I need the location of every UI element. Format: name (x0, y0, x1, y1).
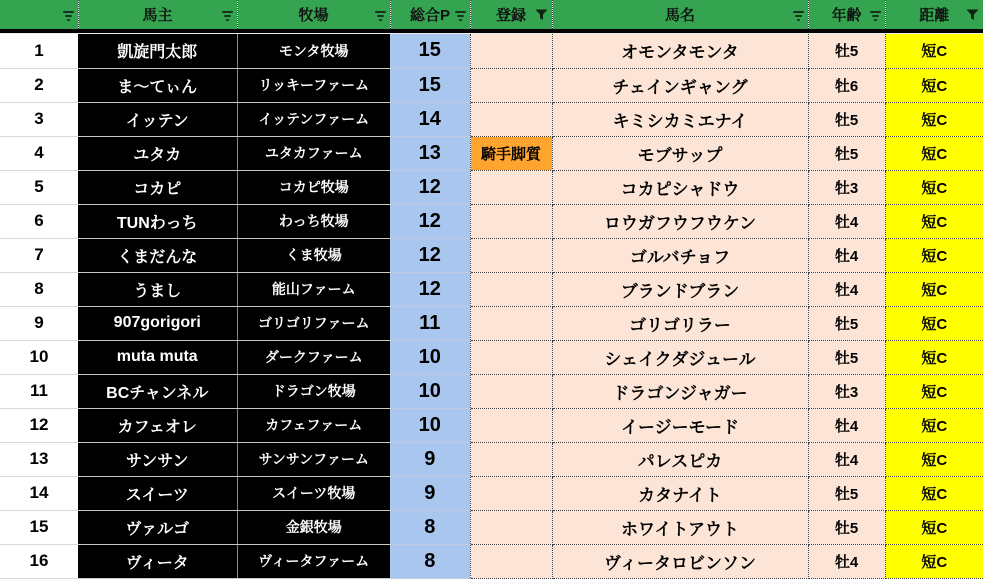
total-p-cell[interactable]: 12 (390, 204, 470, 238)
table-row (0, 272, 983, 306)
table-row (0, 476, 983, 510)
owner-cell[interactable]: カフェオレ (78, 408, 237, 442)
distance-cell[interactable]: 短C (885, 102, 983, 136)
column-header-label: 馬名 (664, 7, 695, 24)
table-row (0, 544, 983, 578)
total-p-cell[interactable]: 10 (390, 340, 470, 374)
row-number[interactable]: 15 (0, 510, 78, 544)
table-row (0, 170, 983, 204)
distance-cell[interactable]: 短C (885, 408, 983, 442)
total-p-cell[interactable]: 10 (390, 408, 470, 442)
distance-cell[interactable]: 短C (885, 170, 983, 204)
farm-cell[interactable]: サンサンファーム (237, 442, 390, 476)
registration-cell[interactable] (470, 374, 552, 408)
table-row (0, 68, 983, 102)
table-row (0, 136, 983, 170)
total-p-cell[interactable]: 8 (390, 544, 470, 578)
age-cell[interactable]: 牡5 (808, 102, 885, 136)
owner-cell[interactable]: ヴィータ (78, 544, 237, 578)
owner-cell[interactable]: ヴァルゴ (78, 510, 237, 544)
horse-name-cell[interactable]: コカピシャドウ (552, 170, 808, 204)
registration-cell[interactable] (470, 442, 552, 476)
horse-name-cell[interactable]: ヴィータロビンソン (552, 544, 808, 578)
column-header-registration[interactable] (470, 0, 552, 31)
total-p-cell[interactable]: 8 (390, 510, 470, 544)
age-cell[interactable]: 牡5 (808, 510, 885, 544)
owner-cell[interactable]: イッテン (78, 102, 237, 136)
distance-cell[interactable]: 短C (885, 306, 983, 340)
farm-cell[interactable]: 金銀牧場 (237, 510, 390, 544)
distance-cell[interactable]: 短C (885, 476, 983, 510)
owner-cell[interactable]: 凱旋門太郎 (78, 34, 237, 68)
farm-cell[interactable]: 能山ファーム (237, 272, 390, 306)
farm-cell[interactable]: リッキーファーム (237, 68, 390, 102)
total-p-cell[interactable]: 10 (390, 374, 470, 408)
owner-cell[interactable]: BCチャンネル (78, 374, 237, 408)
distance-cell[interactable]: 短C (885, 204, 983, 238)
row-number[interactable]: 6 (0, 204, 78, 238)
owner-cell[interactable]: ユタカ (78, 136, 237, 170)
column-header-label: 総合P (409, 7, 450, 24)
age-cell[interactable]: 牡5 (808, 306, 885, 340)
column-header-owner[interactable] (78, 0, 237, 31)
farm-cell[interactable]: カフェファーム (237, 408, 390, 442)
owner-cell[interactable]: TUNわっち (78, 204, 237, 238)
column-header-total-p[interactable] (390, 0, 470, 31)
age-cell[interactable]: 牡4 (808, 272, 885, 306)
header-row (0, 0, 983, 31)
registration-cell[interactable] (470, 68, 552, 102)
farm-cell[interactable]: ダークファーム (237, 340, 390, 374)
filter-dropdown-icon[interactable] (455, 9, 466, 21)
owner-cell[interactable]: サンサン (78, 442, 237, 476)
distance-cell[interactable]: 短C (885, 510, 983, 544)
row-number[interactable]: 7 (0, 238, 78, 272)
column-header-label: 牧場 (298, 7, 329, 24)
column-header-horse-name[interactable] (552, 0, 808, 31)
registration-cell[interactable] (470, 510, 552, 544)
owner-cell[interactable]: スイーツ (78, 476, 237, 510)
horse-name-cell[interactable]: キミシカミエナイ (552, 102, 808, 136)
row-number[interactable]: 9 (0, 306, 78, 340)
registration-cell[interactable] (470, 102, 552, 136)
distance-cell[interactable]: 短C (885, 34, 983, 68)
horse-name-cell[interactable]: シェイクダジュール (552, 340, 808, 374)
horse-name-cell[interactable]: モブサップ (552, 136, 808, 170)
horse-name-cell[interactable]: パレスピカ (552, 442, 808, 476)
filter-dropdown-icon[interactable] (63, 9, 74, 21)
farm-cell[interactable]: コカピ牧場 (237, 170, 390, 204)
column-header-label: 登録 (495, 7, 526, 24)
total-p-cell[interactable]: 15 (390, 34, 470, 68)
age-cell[interactable]: 牡3 (808, 170, 885, 204)
farm-cell[interactable]: ドラゴン牧場 (237, 374, 390, 408)
registration-cell[interactable] (470, 238, 552, 272)
owner-cell[interactable]: うまし (78, 272, 237, 306)
owner-cell[interactable]: コカピ (78, 170, 237, 204)
column-header-label: 馬主 (142, 7, 173, 24)
table-body (0, 34, 983, 578)
table-row (0, 306, 983, 340)
farm-cell[interactable]: ヴィータファーム (237, 544, 390, 578)
column-header-label: 年齢 (831, 7, 862, 24)
filter-dropdown-icon[interactable] (375, 9, 386, 21)
age-cell[interactable]: 牡4 (808, 408, 885, 442)
row-number[interactable]: 10 (0, 340, 78, 374)
farm-cell[interactable]: ゴリゴリファーム (237, 306, 390, 340)
horse-name-cell[interactable]: ブランドブラン (552, 272, 808, 306)
row-number[interactable]: 2 (0, 68, 78, 102)
table-row (0, 340, 983, 374)
column-header-label: 距離 (919, 7, 950, 24)
column-header-farm[interactable] (237, 0, 390, 31)
column-header-distance[interactable] (885, 0, 983, 31)
distance-cell[interactable]: 短C (885, 442, 983, 476)
horse-name-cell[interactable]: ドラゴンジャガー (552, 374, 808, 408)
horse-name-cell[interactable]: カタナイト (552, 476, 808, 510)
owner-cell[interactable]: muta muta (78, 340, 237, 374)
age-cell[interactable]: 牡5 (808, 34, 885, 68)
horse-name-cell[interactable]: ゴリゴリラー (552, 306, 808, 340)
registration-cell[interactable] (470, 306, 552, 340)
registration-cell[interactable] (470, 340, 552, 374)
row-number[interactable]: 5 (0, 170, 78, 204)
total-p-cell[interactable]: 9 (390, 476, 470, 510)
total-p-cell[interactable]: 11 (390, 306, 470, 340)
distance-cell[interactable]: 短C (885, 136, 983, 170)
filter-dropdown-icon[interactable] (793, 9, 804, 21)
row-number[interactable]: 8 (0, 272, 78, 306)
column-header-age[interactable] (808, 0, 885, 31)
age-cell[interactable]: 牡4 (808, 238, 885, 272)
total-p-cell[interactable]: 13 (390, 136, 470, 170)
age-cell[interactable]: 牡5 (808, 136, 885, 170)
table-row (0, 442, 983, 476)
table-row (0, 510, 983, 544)
total-p-cell[interactable]: 15 (390, 68, 470, 102)
owner-cell[interactable]: 907gorigori (78, 306, 237, 340)
age-cell[interactable]: 牡5 (808, 476, 885, 510)
registration-cell[interactable] (470, 34, 552, 68)
farm-cell[interactable]: くま牧場 (237, 238, 390, 272)
distance-cell[interactable]: 短C (885, 340, 983, 374)
table-row (0, 102, 983, 136)
table-row (0, 238, 983, 272)
owner-cell[interactable]: ま～てぃん (78, 68, 237, 102)
horse-name-cell[interactable]: ロウガフウフウケン (552, 204, 808, 238)
filter-dropdown-icon[interactable] (222, 9, 233, 21)
distance-cell[interactable]: 短C (885, 272, 983, 306)
total-p-cell[interactable]: 9 (390, 442, 470, 476)
distance-cell[interactable]: 短C (885, 374, 983, 408)
age-cell[interactable]: 牡6 (808, 68, 885, 102)
table-row (0, 374, 983, 408)
row-number[interactable]: 14 (0, 476, 78, 510)
age-cell[interactable]: 牡4 (808, 544, 885, 578)
total-p-cell[interactable]: 12 (390, 238, 470, 272)
row-number[interactable]: 13 (0, 442, 78, 476)
registration-cell[interactable] (470, 170, 552, 204)
horse-name-cell[interactable]: オモンタモンタ (552, 34, 808, 68)
registration-cell[interactable] (470, 408, 552, 442)
registration-cell[interactable] (470, 204, 552, 238)
row-number[interactable]: 16 (0, 544, 78, 578)
farm-cell[interactable]: ユタカファーム (237, 136, 390, 170)
total-p-cell[interactable]: 12 (390, 272, 470, 306)
age-cell[interactable]: 牡4 (808, 442, 885, 476)
total-p-cell[interactable]: 14 (390, 102, 470, 136)
horse-name-cell[interactable]: チェインギャング (552, 68, 808, 102)
row-number[interactable]: 4 (0, 136, 78, 170)
distance-cell[interactable]: 短C (885, 238, 983, 272)
filter-active-icon[interactable] (966, 9, 979, 21)
farm-cell[interactable]: わっち牧場 (237, 204, 390, 238)
filter-active-icon[interactable] (535, 9, 548, 21)
farm-cell[interactable]: イッテンファーム (237, 102, 390, 136)
total-p-cell[interactable]: 12 (390, 170, 470, 204)
row-number[interactable]: 12 (0, 408, 78, 442)
age-cell[interactable]: 牡3 (808, 374, 885, 408)
horse-name-cell[interactable]: ゴルバチョフ (552, 238, 808, 272)
horse-name-cell[interactable]: ホワイトアウト (552, 510, 808, 544)
filter-dropdown-icon[interactable] (870, 9, 881, 21)
row-number[interactable]: 3 (0, 102, 78, 136)
table-row (0, 34, 983, 68)
registration-cell[interactable] (470, 272, 552, 306)
row-number[interactable]: 1 (0, 34, 78, 68)
registration-cell[interactable] (470, 544, 552, 578)
distance-cell[interactable]: 短C (885, 544, 983, 578)
horse-name-cell[interactable]: イージーモード (552, 408, 808, 442)
distance-cell[interactable]: 短C (885, 68, 983, 102)
farm-cell[interactable]: モンタ牧場 (237, 34, 390, 68)
column-header-rownum[interactable] (0, 0, 78, 31)
table-row (0, 408, 983, 442)
row-number[interactable]: 11 (0, 374, 78, 408)
table-row (0, 204, 983, 238)
farm-cell[interactable]: スイーツ牧場 (237, 476, 390, 510)
registration-cell[interactable] (470, 476, 552, 510)
owner-cell[interactable]: くまだんな (78, 238, 237, 272)
registration-cell[interactable]: 騎手脚質 (470, 136, 552, 170)
age-cell[interactable]: 牡4 (808, 204, 885, 238)
age-cell[interactable]: 牡5 (808, 340, 885, 374)
